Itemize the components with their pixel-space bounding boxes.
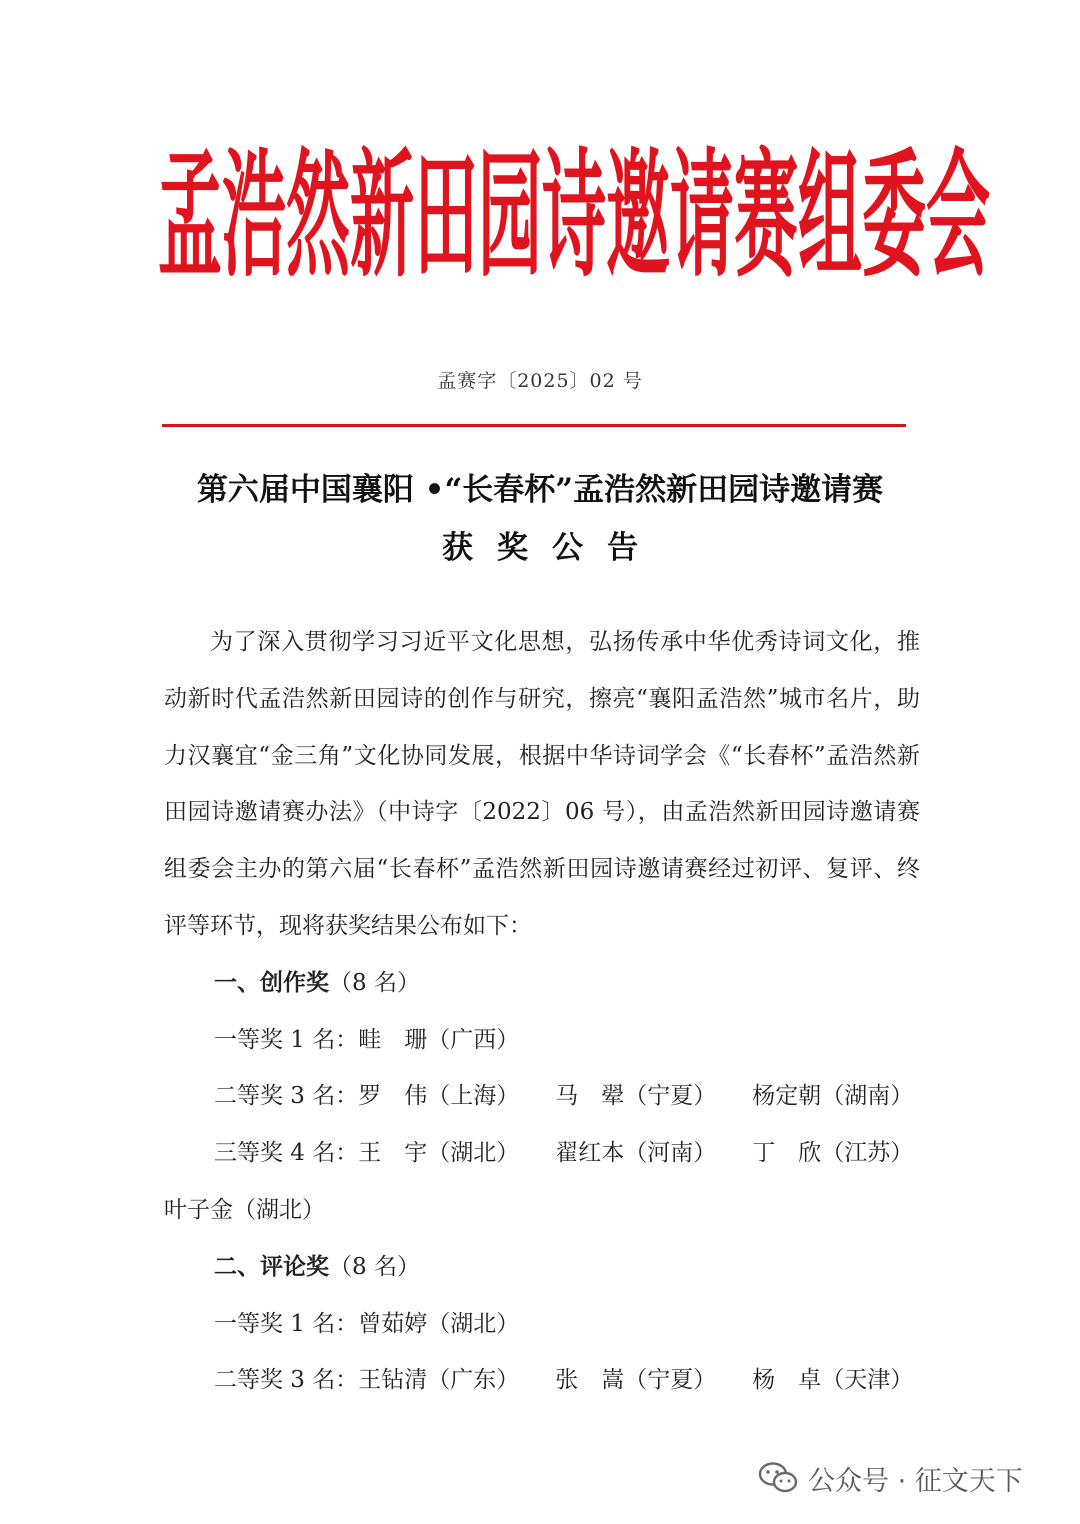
winner-name: 杨 卓（天津） <box>752 1367 914 1394</box>
masthead-char: 园 <box>478 138 542 298</box>
masthead-char: 邀 <box>606 138 670 298</box>
wechat-icon <box>758 1461 798 1495</box>
award-tier <box>164 1012 920 1069</box>
winner-name: 马 翚（宁夏） <box>555 1083 717 1110</box>
masthead-char: 孟 <box>158 138 222 298</box>
masthead-char: 诗 <box>542 138 606 298</box>
masthead <box>158 128 990 308</box>
announcement-subtitle: 获奖公告 <box>442 530 662 566</box>
winner-name: 翟红本（河南） <box>555 1140 717 1167</box>
masthead-char: 新 <box>350 138 414 298</box>
award-tier-continuation <box>164 1182 920 1239</box>
tier-prefix: 三等奖 4 名： <box>214 1140 359 1167</box>
masthead-char: 赛 <box>734 138 798 298</box>
section-count: （8 名） <box>329 969 420 996</box>
masthead-char: 请 <box>670 138 734 298</box>
tier-prefix: 二等奖 3 名： <box>214 1083 359 1110</box>
announcement-title: 第六届中国襄阳 •“长春杯”孟浩然新田园诗邀请赛 <box>196 472 884 508</box>
winner-name: 罗 伟（上海） <box>358 1083 520 1110</box>
winner-name: 曾茹婷（湖北） <box>358 1310 520 1337</box>
winner-name: 王钻清（广东） <box>358 1367 520 1394</box>
red-divider <box>162 424 906 427</box>
document-number: 孟赛字〔2025〕02 号 <box>437 370 643 392</box>
masthead-char: 田 <box>414 138 478 298</box>
masthead-char: 浩 <box>222 138 286 298</box>
winner-name: 张 嵩（宁夏） <box>555 1367 717 1394</box>
award-tier <box>164 1352 920 1409</box>
section-heading <box>164 1239 920 1296</box>
winner-name: 畦 珊（广西） <box>358 1026 520 1053</box>
winner-name: 叶子金（湖北） <box>164 1196 325 1223</box>
masthead-char: 会 <box>926 138 990 298</box>
award-tier <box>164 1068 920 1125</box>
wechat-watermark <box>758 1458 1023 1498</box>
award-tier <box>164 1296 920 1353</box>
tier-prefix: 一等奖 1 名： <box>214 1026 359 1053</box>
intro-paragraph: 为了深入贯彻学习习近平文化思想，弘扬传承中华优秀诗词文化，推动新时代孟浩然新田园诗的创作与研究，擦亮“襄阳孟浩然”城市名片，助力汉襄宜“金三角”文化协同发展，根据中华诗词学会《“长春杯”孟浩然新田园诗邀请赛办法》（中诗字〔2022〕06 号），由孟浩然新田园诗邀请赛组委会主办的第六届“长春杯”孟浩然新田园诗邀请赛经过初评、复评、终评等环节，现将获奖结果公布如下： <box>164 629 920 939</box>
winner-name: 王 宇（湖北） <box>358 1140 520 1167</box>
masthead-char: 组 <box>798 138 862 298</box>
award-tier <box>164 1125 920 1182</box>
section-heading <box>164 955 920 1012</box>
tier-prefix: 二等奖 3 名： <box>214 1367 359 1394</box>
section-count: （8 名） <box>329 1253 420 1280</box>
section-label: 一、创作奖 <box>214 969 329 996</box>
announcement-body <box>164 614 920 1409</box>
watermark-text: 公众号 · 征文天下 <box>808 1465 1023 1497</box>
masthead-char: 委 <box>862 138 926 298</box>
masthead-char: 然 <box>286 138 350 298</box>
winner-name: 杨定朝（湖南） <box>752 1083 914 1110</box>
section-label: 二、评论奖 <box>214 1253 329 1280</box>
tier-prefix: 一等奖 1 名： <box>214 1310 359 1337</box>
winner-name: 丁 欣（江苏） <box>752 1140 914 1167</box>
